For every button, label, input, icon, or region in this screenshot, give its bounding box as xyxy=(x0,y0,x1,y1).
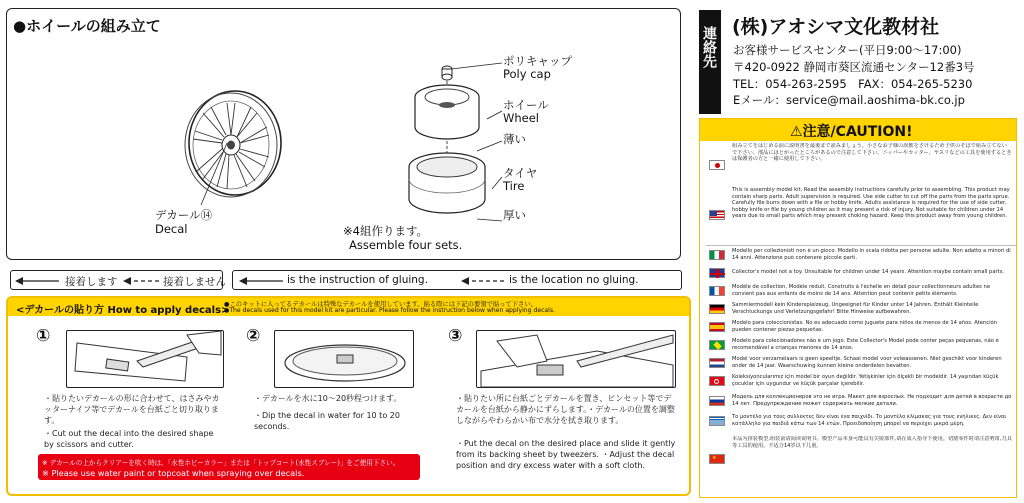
step-2-image xyxy=(274,330,414,388)
phone-fax: TEL：054-263-2595 FAX：054-265-5230 xyxy=(733,77,973,91)
decal-note-en: ●The decals used for this model kit are particular. Please follow the instruction below when applying decals. xyxy=(224,307,555,314)
caution-it-text: Modello per collezionisti non è un gioco. Modello in scala ridotta per persone adulte. Non adatto a minori di 14 anni. Attenzione può contenere piccole parti. xyxy=(732,248,1011,261)
tire-label-en: Tire xyxy=(503,179,525,193)
caution-fr-text: Modèle de collection, Modèle réduit. Construits à l'échelle en détail pour collectionneurs adultes ne convient pas aux enfants de moins de 14 ans. Attention peut contenir petits éléments. xyxy=(732,284,991,297)
step-1-number: ① xyxy=(36,326,51,346)
step-2-number: ② xyxy=(246,326,261,346)
flag-china-icon: ★ xyxy=(709,454,725,464)
glue-text-jp: 接着します xyxy=(65,276,118,288)
caution-de-text: Sammlermodell kein Kinderspielzeug. Ungeeignet für Kinder unter 14 Jahren. Enthält Kleinteile Verschluckungs und Verletzungsgefahr! Bitte Hinweise aufbewahren. xyxy=(732,302,979,315)
noglue-text-en: is the location no gluing. xyxy=(509,274,639,286)
flag-usa-icon xyxy=(709,210,725,220)
glue-text-en: is the instruction of gluing. xyxy=(287,274,428,286)
step-1-text-jp: ・貼りたいデカールの形に合わせて、はさみやカッターナイフ等でデカールを台紙ごと切り取ります。 xyxy=(44,394,220,425)
tire-label-jp: タイヤ xyxy=(503,166,538,180)
caution-pt-text: Modelo para colecionadores não é um jogo. Este Collector's Model pode conter peças pequenas, não é recomendável a crianças menores de 14 anos. xyxy=(732,338,999,351)
sets-note-en: Assemble four sets. xyxy=(349,238,463,252)
decal-heading: <デカールの貼り方 How to apply decals> xyxy=(16,305,230,316)
decal-instructions-panel xyxy=(6,296,691,496)
step-3-text-jp: ・貼りたい所に台紙ごとデカールを置き、ピンセット等でデカールを台紙から静かにずらします。・デカールの位置を調整しながらやわらかい布で水分を拭き取ります。 xyxy=(456,394,675,425)
decal-warning-en: ※ Please use water paint or topcoat when spraying over decals. xyxy=(42,468,305,478)
caution-ru-text: Модель для коллекционеров это не игра. Макет для взрослых. Не подходит для детей в возрасте до 14 лет. Предупреждение может содержать мелкие детали. xyxy=(732,394,1012,407)
glue-legend-en xyxy=(232,270,682,290)
decal-label-jp: デカール⑭ xyxy=(155,208,213,222)
assembly-title: ●ホイールの組み立て xyxy=(13,17,161,35)
step-2-text-jp: ・デカールを水に10〜20秒程つけます。 xyxy=(254,394,402,403)
dashed-arrow-icon xyxy=(461,276,507,286)
flag-france-icon xyxy=(709,286,725,296)
sets-note-jp: ※4組作ります。 xyxy=(343,224,429,238)
contact-side-label: 連絡先 xyxy=(701,26,717,68)
thin-label: 薄い xyxy=(503,132,526,146)
flag-uk-icon xyxy=(709,268,725,278)
solid-arrow-icon xyxy=(15,276,61,286)
polycap-label-jp: ポリキャップ xyxy=(503,54,572,68)
flag-turkey-icon xyxy=(709,376,725,386)
step-3-image xyxy=(476,330,676,388)
flag-spain-icon xyxy=(709,322,725,332)
decal-label-en: Decal xyxy=(155,222,188,236)
flag-germany-icon xyxy=(709,304,725,314)
step-3-text-en: ・Put the decal on the desired place and slide it gently from its backing sheet by tweezers. ・Adjust the decal position and dry excess water with a soft cloth. xyxy=(456,439,676,470)
flag-brazil-icon xyxy=(709,340,725,350)
wheel-label-en: Wheel xyxy=(503,111,540,125)
wheel-assembly-panel xyxy=(6,8,681,260)
caution-gr-text: Το μοντέλο για τους συλλέκτες δεν είναι ένα παιχνίδι. Το μοντέλο κλίμακας για τους ενήλικες. Δεν είναι κατάλληλο για παιδιά κάτω των 14 ετών. Προειδοποίηση μπορεί να περιέχει μικρά μέρη. xyxy=(732,414,1007,427)
caution-cn-text: 本品为拼装模型,组装前请阅读说明书。模型产品本身可能具有尖锐部件,请在成人指导下使用。切割零件时请注意剪钳,刀具等工具的使用。不适合14岁以下儿童。 xyxy=(732,436,1012,449)
flag-russia-icon xyxy=(709,396,725,406)
flag-japan-icon xyxy=(709,160,725,170)
noglue-text-jp: 接着しません xyxy=(163,276,226,288)
step-1-text-en: ・Cut out the decal into the desired shape by scissors and cutter. xyxy=(44,429,214,449)
caution-en-text: This is assembly model kit. Read the assembly instructions carefully prior to assembling. This product may contain sharp parts. Adult supervision is required. Use side cutter to cut off the parts from the parts sprue. Carefully file burrs down with a file or hobby knife. Adults assistance is required for the use of side cutter, hobby knife or file by young children as it may present a risk of injury. Not suitable for children under 14 years due to small parts which may present choking hazard. Keep this product away from young children. xyxy=(732,187,1010,220)
exploded-leader-lines xyxy=(447,59,507,229)
solid-arrow-icon xyxy=(239,276,285,286)
caution-jp-text: 組み立てをはじめる前に説明書を最後まで読みましょう。小さなお子様の誤飲をさけるため子供のそばで組み立てないで下さい。部品にはとがったところがあるので注意して下さい。ニッパーやカッター、ヤスリなどの工具を使用するときは保護者の方と一緒に使用して下さい。 xyxy=(732,143,1012,163)
divider xyxy=(706,245,1016,246)
decal-note-jp: ●このキットに入ってるデカールは特殊なデカールを使用しています。貼る際には下記の要領で貼って下さい。 xyxy=(224,301,537,308)
caution-nl-text: Model voor verzamelaars is geen speeltje. Schaal model voor volwassenen. Niet geschikt voor kinderen onder de 14 jaar. Waarschuwing kunnen kleine onderdelen bevatten. xyxy=(732,356,1002,369)
polycap-label-en: Poly cap xyxy=(503,67,551,81)
wheel-label-jp: ホイール xyxy=(503,98,549,112)
step-1-image xyxy=(66,330,224,388)
dashed-arrow-icon xyxy=(123,276,163,286)
email: Eメール：service@mail.aoshima-bk.co.jp xyxy=(733,93,965,107)
company-name: (株)アオシマ文化教材社 xyxy=(732,16,940,38)
thick-label: 厚い xyxy=(503,208,526,222)
decal-leader-line xyxy=(197,139,237,209)
step-2-text-en: ・Dip the decal in water for 10 to 20 seconds. xyxy=(254,411,400,431)
glue-legend-jp xyxy=(10,270,226,290)
flag-italy-icon xyxy=(709,250,725,260)
service-center: お客様サービスセンター(平日9:00〜17:00) xyxy=(733,43,962,57)
caution-uk-text: Collector's model not a toy. Unsuitable for children under 14 years. Attention maybe contain small parts. xyxy=(732,269,1005,275)
decal-warning-jp: ※ デカールの上からクリアーを吹く時は、「水性ホビーカラー」または「トップコート(水性スプレー)」をご使用下さい。 xyxy=(42,459,400,467)
flag-netherlands-icon xyxy=(709,358,725,368)
address: 〒420-0922 静岡市葵区流通センター12番3号 xyxy=(733,60,975,74)
step-3-number: ③ xyxy=(448,326,463,346)
caution-header: ⚠注意/CAUTION! xyxy=(790,124,913,140)
caution-es-text: Modelo para coleccionistas. No es adecuado como juguete para niños de menos de 14 años. Atención pueden contener piezas pequeñas. xyxy=(732,320,997,333)
caution-tr-text: Koleksiyoncularımız için model bir oyun değildir. Yetişkinler için ölçekli bir modeldir. 14 yaşından küçük çocuklar için uygundur ve küçük parçalar içerebilir. xyxy=(732,374,999,387)
flag-greece-icon xyxy=(709,416,725,426)
